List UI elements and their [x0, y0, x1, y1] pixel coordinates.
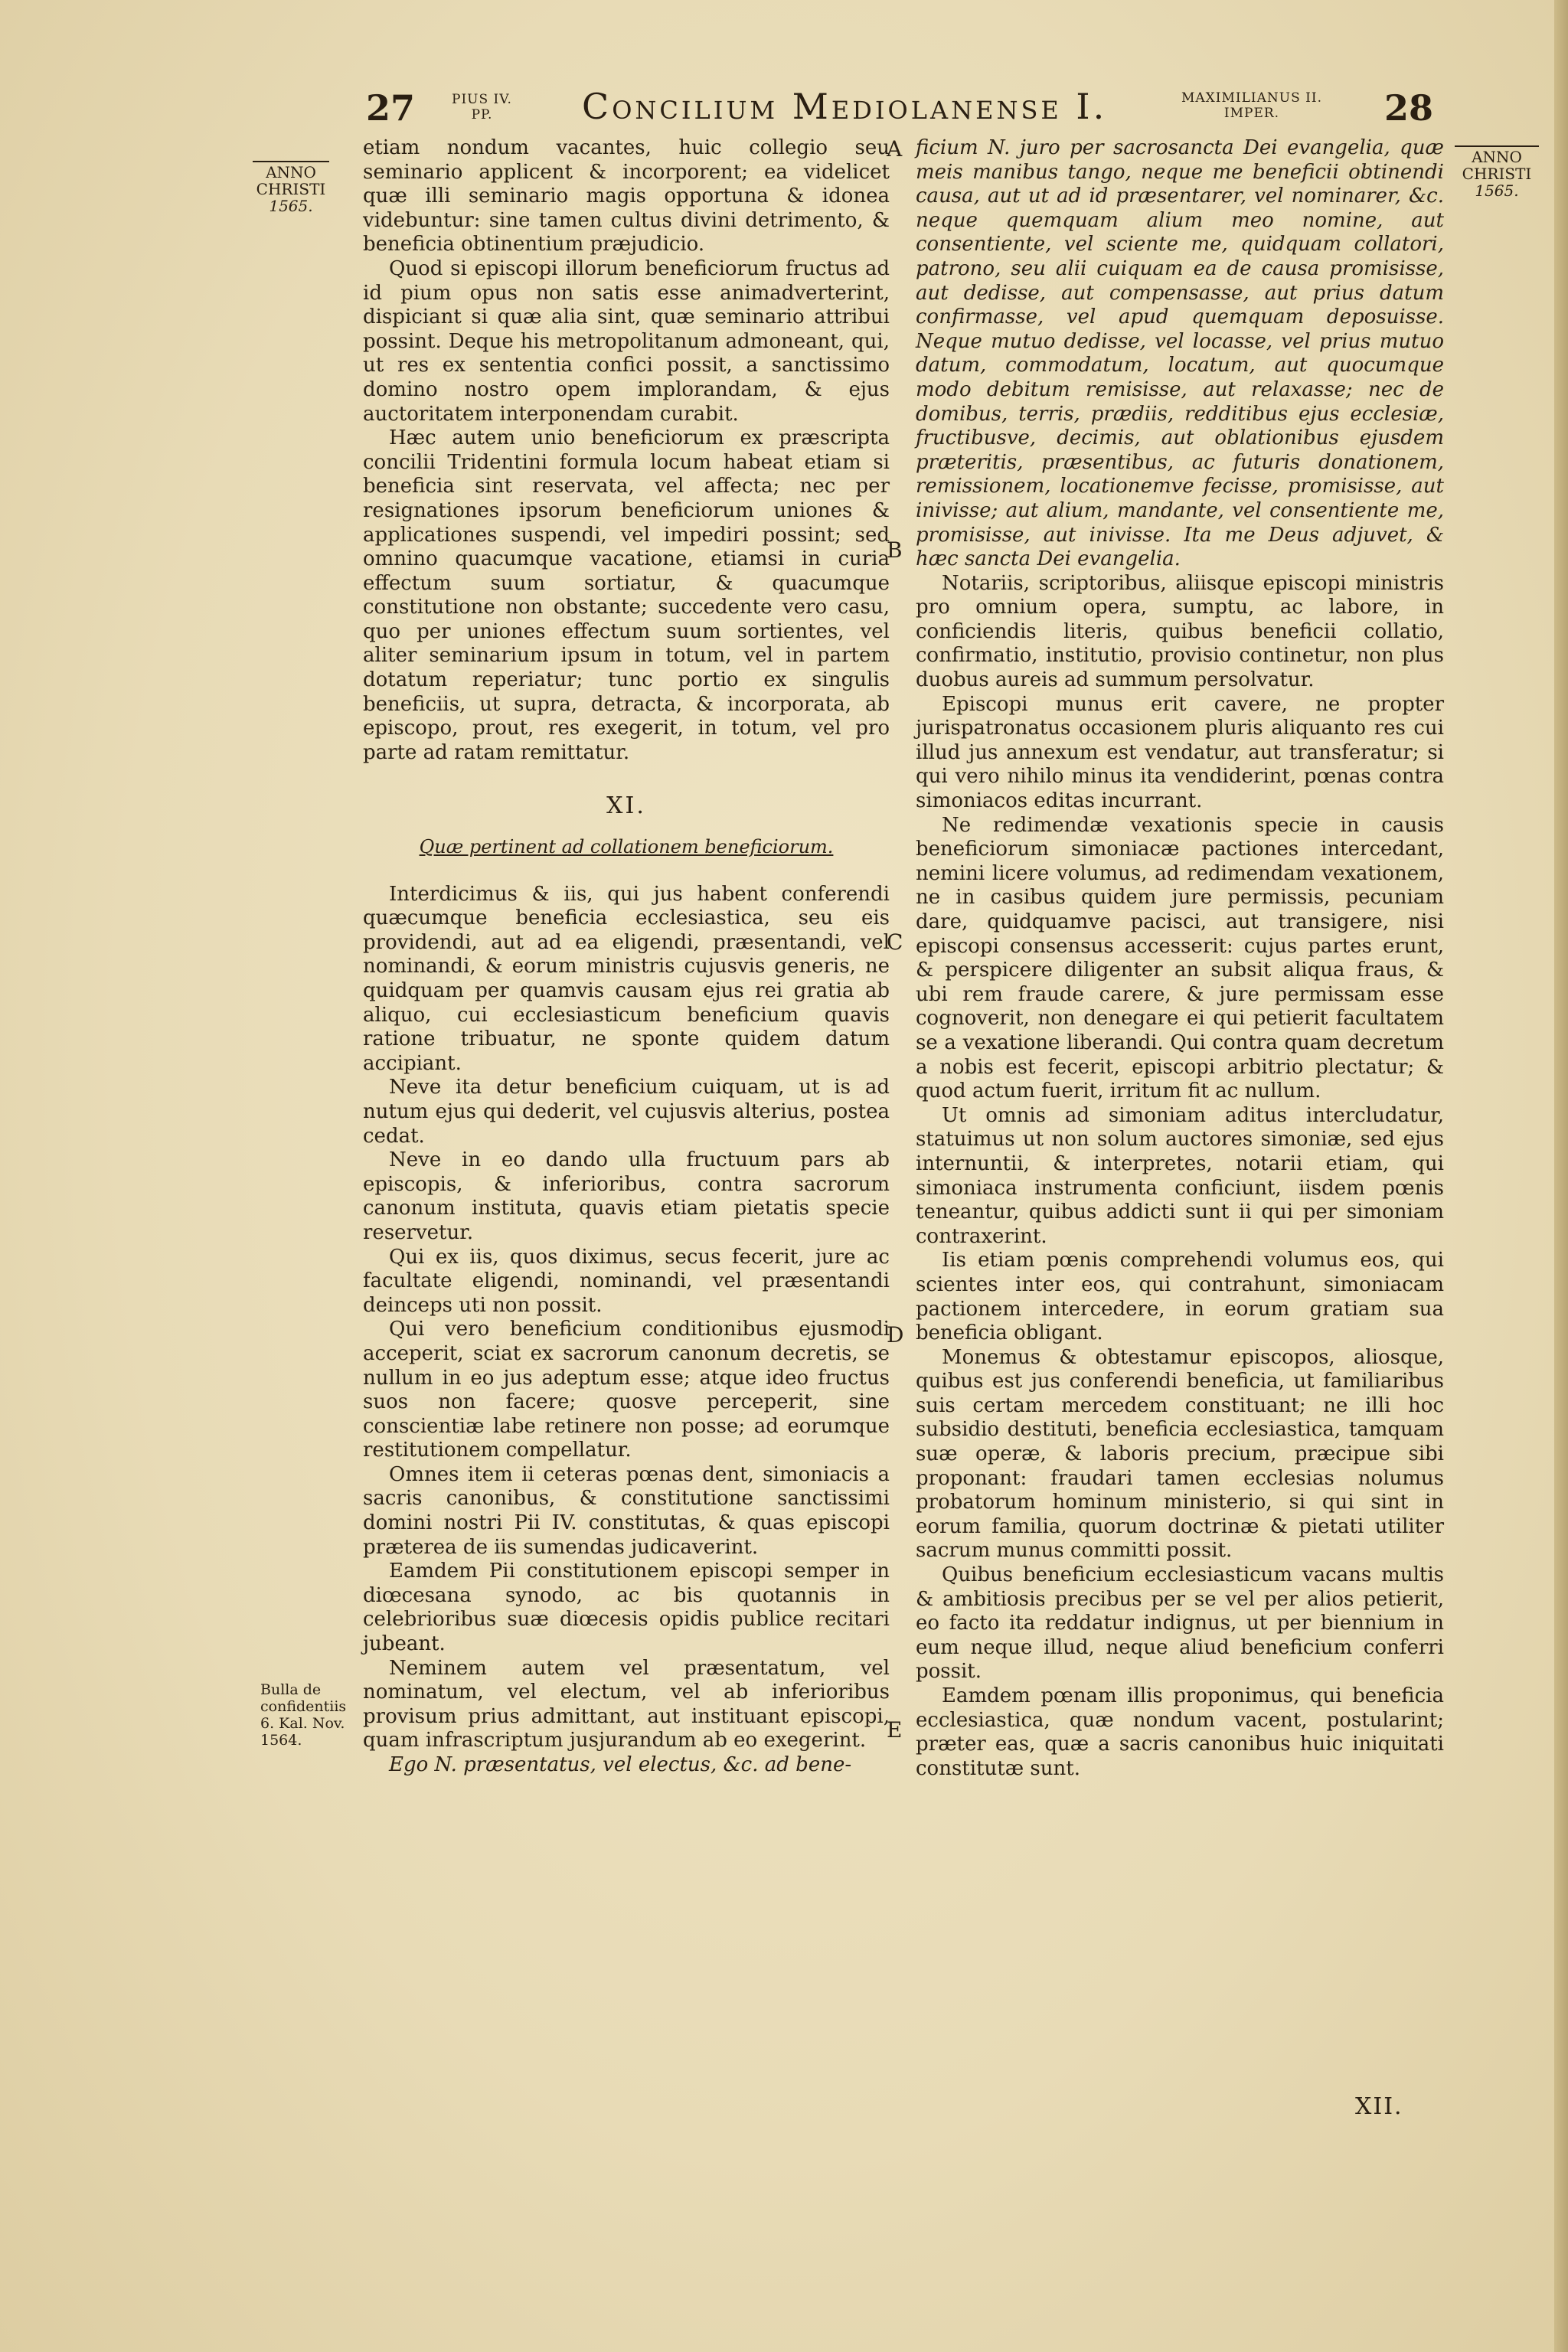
paragraph: Iis etiam pœnis comprehendi volumus eos, qui scientes inter eos, qui contrahunt, simoniacam pactionem intercedere, in eorum gratiam sua beneficia obligant. [916, 1249, 1444, 1345]
christi-label: CHRISTI [1462, 165, 1532, 183]
page-title: Concilium Mediolanense I. [582, 86, 1108, 127]
section-letter-b: B [887, 537, 903, 563]
paragraph: Interdicimus & iis, qui jus habent conferendi quæcumque beneficia ecclesiastica, seu eis providendi, aut ad ea eligendi, præsentandi, vel nominandi, & eorum ministris cujusvis generis, ne quidquam per quamvis causam ejus rei gratia ab aliquo, cui ecclesiasticum beneficium quavis ratione tribuatur, ne sponte quidem datum accipiant. [363, 882, 890, 1075]
margin-note-bulla: Bulla de confidentiis 6. Kal. Nov. 1564. [260, 1681, 347, 1749]
paragraph: Quod si episcopi illorum beneficiorum fructus ad id pium opus non satis esse animadverterint, dispiciant si quæ alia sint, quæ seminario attribui possint. Deque his metropolitanum admoneant, qui, ut res ex sententia confici possit, a sanctissimo domino nostro opem implorandam, & ejus auctoritatem interponendam curabit. [363, 256, 890, 426]
paragraph: Notariis, scriptoribus, aliisque episcopi ministris pro omnium opera, sumptu, ac labore, in conficiendis literis, quibus beneficii collatio, confirmatio, institutio, provisio continetur, non plus duobus aureis ad summum persolvatur. [916, 571, 1444, 692]
anno-year: 1565. [269, 197, 313, 215]
section-letter-c: C [887, 929, 903, 955]
paragraph: Eamdem pœnam illis proponimus, qui beneficia ecclesiastica, quæ nondum vacent, postularint; præter eas, quæ a sacris canonibus huic iniquitati constitutæ sunt. [916, 1684, 1444, 1780]
right-column [916, 136, 1444, 1781]
section-letter-a: A [887, 136, 903, 162]
christi-label: CHRISTI [256, 180, 326, 198]
paragraph: Episcopi munus erit cavere, ne propter jurispatronatus occasionem pluris aliquanto res cui illud jus annexum est vendatur, aut transferatur; si qui vero nihilo minus ita vendiderint, pœnas contra simoniacos editas incurrant. [916, 692, 1444, 813]
anno-rule [1455, 145, 1539, 147]
emperor-label [1156, 90, 1348, 121]
oath-opening: Ego N. præsentatus, vel electus, &c. ad bene- [389, 1753, 852, 1776]
page-number-left: 27 [366, 87, 416, 129]
emperor-name: MAXIMILIANUS II. [1181, 90, 1322, 106]
paragraph: Eamdem Pii constitutionem episcopi semper in diœcesana synodo, ac bis quotannis in celebrioribus suæ diœcesis opidis publice recitari jubeant. [363, 1560, 890, 1656]
anno-rule [253, 161, 329, 162]
paragraph: Neve in eo dando ulla fructuum pars ab episcopis, & inferioribus, contra sacrorum canonum instituta, quavis etiam pietatis specie reservetur. [363, 1148, 890, 1244]
section-letter-e: E [887, 1717, 903, 1743]
paragraph: Neve ita detur beneficium cuiquam, ut is ad nutum ejus qui dederit, vel cujusvis alterius, postea cedat. [363, 1076, 890, 1148]
anno-christi-left [253, 161, 329, 214]
section-title: Quæ pertinent ad collationem beneficiorum. [419, 836, 834, 858]
pope-name: PIUS IV. [452, 92, 512, 107]
emperor-sub: IMPER. [1223, 106, 1280, 121]
pope-sub: PP. [471, 107, 493, 122]
paragraph: Ut omnis ad simoniam aditus intercludatur, statuimus ut non solum auctores simoniæ, sed ejus internuntii, & interpretes, notarii etiam, qui simoniaca instrumenta conficiunt, iisdem pœnis teneantur, quibus addicti sunt ii qui per simoniam contraxerint. [916, 1103, 1444, 1248]
paragraph: Neminem autem vel præsentatum, vel nominatum, vel electum, vel ab inferioribus provisum prius admittant, aut instituant episcopi, quam infrascriptum jusjurandum ab eo exegerint. [363, 1656, 890, 1753]
anno-christi-right [1455, 145, 1539, 199]
page-edge [1554, 0, 1568, 2352]
anno-year: 1565. [1475, 181, 1519, 200]
paragraph: etiam nondum vacantes, huic collegio seu seminario applicent & incorporent; ea videlicet quæ illi seminario magis opportuna & idonea videbuntur: sine tamen cultus divini detrimento, & beneficia obtinentium præjudicio. [363, 136, 890, 256]
left-column [363, 136, 890, 1778]
anno-label: ANNO [266, 163, 316, 181]
anno-label: ANNO [1472, 148, 1522, 166]
pope-label [452, 92, 512, 122]
paragraph: Qui ex iis, quos diximus, secus fecerit, jure ac facultate eligendi, nominandi, vel præsentandi deinceps uti non possit. [363, 1245, 890, 1317]
paragraph: Omnes item ii ceteras pœnas dent, simoniacis a sacris canonibus, & constitutione sanctissimi domini nostri Pii IV. constitutas, & quas episcopi præterea de iis sumendas judicaverint. [363, 1462, 890, 1559]
running-header [0, 77, 1568, 138]
paragraph: Quibus beneficium ecclesiasticum vacans multis & ambitiosis precibus per se vel per alios petierit, eo facto ita reddatur indignus, ut per biennium in eum neque illud, neque aliud beneficium conferri possit. [916, 1563, 1444, 1684]
catchword: XII. [1355, 2093, 1403, 2120]
paragraph: Hæc autem unio beneficiorum ex præscripta concilii Tridentini formula locum habeat etiam si beneficia sint reservata, vel affecta; nec per resignationes ipsorum beneficiorum uniones & applicationes suspendi, vel impediri possint; sed omnino quacumque vacatione, etiamsi in curia effectum suum sortiatur, & quacumque constitutione non obstante; succedente vero casu, quo per uniones effectum suum sortientes, vel aliter seminarium ipsum in totum, vel in partem dotatum reperiatur; tunc portio ex singulis beneficiis, ut supra, detracta, & incorporata, ab episcopo, prout, res exegerit, in totum, vel pro parte ad ratam remittatur. [363, 426, 890, 764]
section-letter-d: D [887, 1322, 904, 1348]
section-number: XI. [606, 792, 646, 820]
oath-text: ficium N. juro per sacrosancta Dei evangelia, quæ meis manibus tango, neque me beneficii obtinendi causa, aut ut ad id præsentarer, vel nominarer, &c. neque quemquam alium meo nomine, aut consentiente, vel sciente me, quidquam collatori, patrono, seu alii cuiquam ea de causa promisisse, aut dedisse, aut compensasse, aut prius datum confirmasse, vel apud quemquam deposuisse. Neque mutuo dedisse, vel locasse, vel prius mutuo datum, commodatum, locatum, aut quocumque modo debitum remisisse, aut relaxasse; nec de domibus, terris, prædiis, redditibus ejus ecclesiæ, fructibusve, decimis, aut oblationibus ejusdem præteritis, præsentibus, ac futuris donationem, remissionem, locationemve fecisse, promisisse, aut inivisse; aut alium, mandante, vel consentiente me, promisisse, aut inivisse. Ita me Deus adjuvet, & hæc sancta Dei evangelia. [916, 136, 1444, 571]
paragraph: Monemus & obtestamur episcopos, aliosque, quibus est jus conferendi beneficia, ut familiaribus suis certam mercedem constituant; ne illi hoc subsidio destituti, beneficia ecclesiastica, tamquam suæ operæ, & laboris precium, præcipue sibi proponant: fraudari tamen ecclesias nolumus probatorum hominum ministerio, si qui sint in eorum familia, quorum doctrinæ & pietati utiliter sacrum munus committi possit. [916, 1345, 1444, 1563]
paragraph: Ne redimendæ vexationis specie in causis beneficiorum simoniacæ pactiones intercedant, nemini licere volumus, ad redimendam vexationem, ne in casibus quidem jure permissis, pecuniam dare, quidquamve pacisci, aut transigere, nisi episcopi consensus accesserit: cujus partes erunt, & perspicere diligenter an subsit aliqua fraus, & ubi rem fraude carere, & jure permissam esse cognoverit, non denegare ei qui petierit facultatem se a vexatione liberandi. Qui contra quam decretum a nobis est fecerit, episcopi arbitrio plectatur; & quod actum fuerit, irritum fit ac nullum. [916, 813, 1444, 1103]
paragraph: Qui vero beneficium conditionibus ejusmodi acceperit, sciat ex sacrorum canonum decretis, se nullum in eo jus adeptum esse; atque ideo fructus suos non facere; quosve perceperit, sine conscientiæ labe retinere non posse; ad eorumque restitutionem compellatur. [363, 1318, 890, 1462]
page-number-right: 28 [1384, 87, 1434, 129]
